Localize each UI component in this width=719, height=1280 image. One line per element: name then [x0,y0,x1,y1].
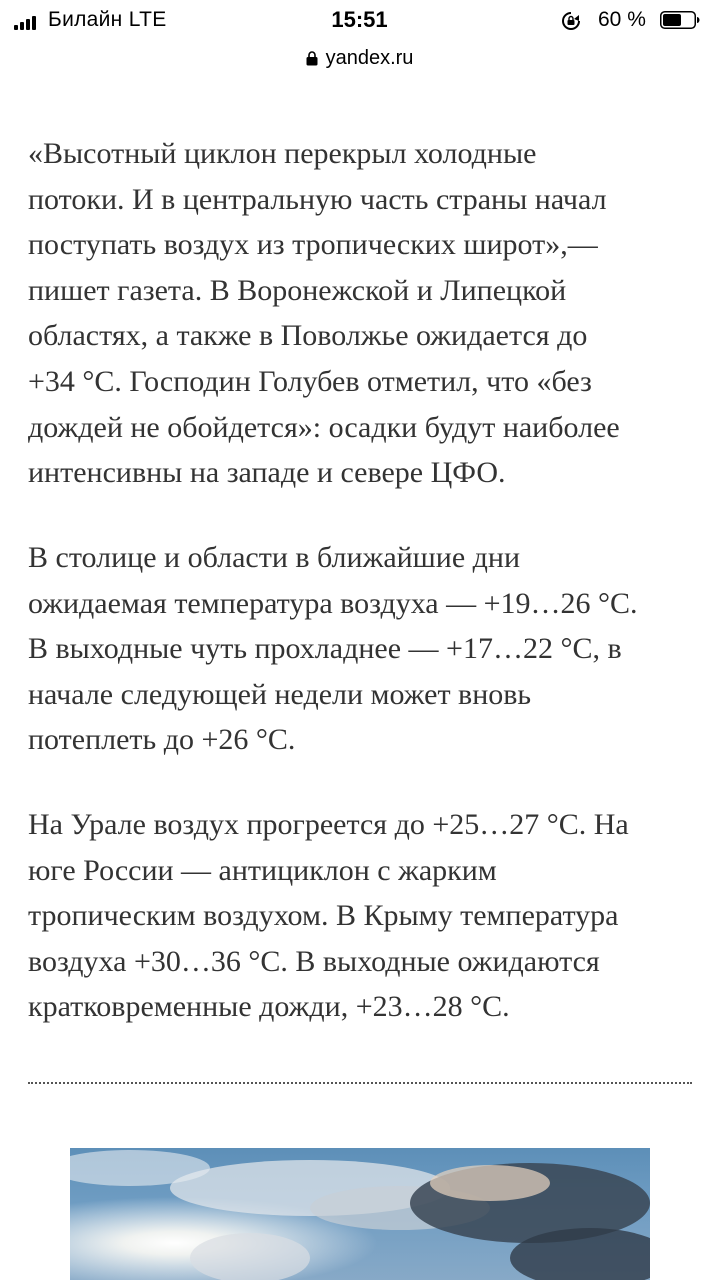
rotation-lock-icon [560,11,582,31]
battery-icon [660,11,700,29]
text-line: потоки. И в центральную часть страны начал [28,182,607,216]
lock-icon [306,50,318,66]
article-paragraph-2 [28,535,693,763]
text-line: областях, а также в Поволжье ожидается до [28,319,588,353]
section-divider [28,1082,692,1084]
battery-percent: 60 % [598,8,646,31]
status-time: 15:51 [331,7,388,32]
url-domain[interactable]: yandex.ru [325,46,414,69]
text-line: +34 °С. Господин Голубев отметил, что «без [28,364,592,398]
cut-off-line [28,76,698,94]
text-line: В выходные чуть прохладнее — +17…22 °С, в [28,632,622,666]
article-paragraph-1 [28,131,693,496]
text-line: дождей не обойдется»: осадки будут наиболее [28,410,620,444]
text-line: «Высотный циклон перекрыл холодные [28,137,537,170]
status-bar [0,0,719,40]
text-line: поступать воздух из тропических широт»,— [28,228,598,262]
carrier-label: Билайн LTE [48,8,167,31]
text-line: В столице и области в ближайшие дни [28,541,521,574]
text-line: пишет газета. В Воронежской и Липецкой [28,273,567,307]
text-line: На Урале воздух прогреется до +25…27 °С. На [28,808,629,841]
text-line: ожидаемая температура воздуха — +19…26 °С. [28,586,638,620]
text-line: юге России — антициклон с жарким [28,853,497,887]
sky-clouds-image [70,1148,650,1280]
text-line: кратковременные дожди, +23…28 °С. [28,990,510,1024]
text-line: интенсивны на западе и севере ЦФО. [28,456,506,490]
text-line: начале следующей недели может вновь [28,677,532,711]
sky-photo[interactable] [70,1148,650,1280]
text-line: потеплеть до +26 °С. [28,723,296,757]
text-line: тропическим воздухом. В Крыму температура [28,899,619,933]
article-body [28,76,698,1096]
text-line: воздуха +30…36 °С. В выходные ожидаются [28,944,600,978]
address-bar[interactable] [0,40,719,76]
article-paragraph-3 [28,802,693,1030]
